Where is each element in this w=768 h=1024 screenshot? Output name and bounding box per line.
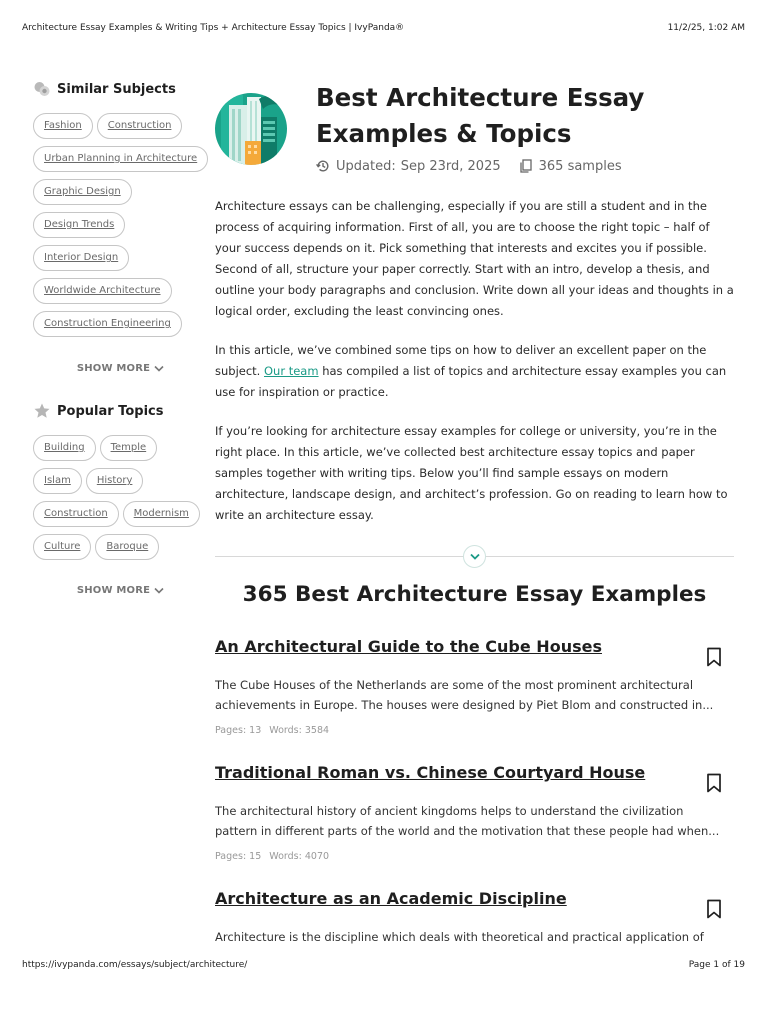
similar-subject-pill[interactable]: Urban Planning in Architecture — [33, 146, 208, 172]
intro-text — [215, 196, 735, 544]
expand-button[interactable] — [463, 545, 486, 568]
popular-topic-pill[interactable]: Baroque — [95, 534, 159, 560]
similar-subjects-heading — [33, 79, 208, 99]
page-meta — [316, 156, 622, 176]
essay-excerpt: Architecture is the discipline which deals with theoretical and practical application of — [215, 930, 704, 944]
popular-topic-pill[interactable]: Temple — [100, 435, 158, 461]
popular-show-more-button[interactable] — [33, 583, 208, 597]
updated-date: Sep 23rd, 2025 — [400, 158, 501, 174]
essay-words: Words: 3584 — [269, 725, 330, 736]
print-footer — [0, 960, 768, 974]
essay-pages: Pages: 13 — [215, 725, 262, 736]
popular-topic-pill[interactable]: Culture — [33, 534, 91, 560]
essay-card — [215, 762, 735, 862]
popular-topic-pill[interactable]: History — [86, 468, 144, 494]
similar-subject-pill[interactable]: Construction Engineering — [33, 311, 182, 337]
similar-subjects-icon — [33, 80, 51, 98]
essay-words: Words: 4070 — [269, 851, 330, 862]
essay-title-link[interactable]: An Architectural Guide to the Cube Houses — [215, 637, 602, 656]
star-icon — [33, 402, 51, 420]
popular-topics-title: Popular Topics — [57, 403, 164, 419]
bookmark-button[interactable] — [703, 898, 725, 920]
intro-text-segment: In this article, we’ve combined some tips on how to deliver an excellent paper on the subject. — [215, 343, 707, 378]
bookmark-icon — [706, 899, 722, 919]
popular-topics-heading — [33, 401, 208, 421]
bookmark-icon — [706, 773, 722, 793]
essay-excerpt: The architectural history of ancient kingdoms helps to understand the civilization pattern in different parts of the world and the motivation that these people had when... — [215, 804, 720, 838]
popular-topic-pill[interactable]: Islam — [33, 468, 82, 494]
similar-subjects-title: Similar Subjects — [57, 81, 176, 97]
popular-topic-pill[interactable]: Modernism — [123, 501, 200, 527]
bookmark-button[interactable] — [703, 772, 725, 794]
similar-subject-pill[interactable]: Worldwide Architecture — [33, 278, 172, 304]
essay-excerpt: The Cube Houses of the Netherlands are some of the most prominent architectural achievements in Europe. The houses were designed by Piet Blom and constructed in... — [215, 678, 714, 712]
essays-section-title: 365 Best Architecture Essay Examples — [242, 582, 707, 607]
our-team-link[interactable]: Our team — [264, 364, 319, 378]
similar-subject-pill[interactable]: Fashion — [33, 113, 93, 139]
popular-show-more-label: SHOW MORE — [76, 584, 151, 596]
popular-topics-list — [33, 435, 208, 567]
chevron-down-icon — [154, 587, 164, 594]
essay-stats — [215, 725, 735, 736]
updated-label: Updated: — [336, 158, 396, 174]
similar-subject-pill[interactable]: Construction — [97, 113, 183, 139]
print-header-date: 11/2/25, 1:02 AM — [667, 23, 745, 33]
print-footer-url: https://ivypanda.com/essays/subject/architecture/ — [22, 960, 248, 970]
similar-subject-pill[interactable]: Graphic Design — [33, 179, 132, 205]
similar-subjects-list — [33, 113, 208, 344]
chevron-down-icon — [154, 365, 164, 372]
similar-show-more-label: SHOW MORE — [76, 362, 151, 374]
page-title: Best Architecture Essay Examples & Topics — [316, 83, 645, 148]
chevron-down-icon — [470, 553, 480, 560]
similar-show-more-button[interactable] — [33, 361, 208, 375]
samples-count: 365 samples — [538, 158, 622, 174]
intro-text-segment: has compiled a list of topics and architecture essay examples you can use for inspiration or practice. — [215, 364, 727, 399]
print-header-title: Architecture Essay Examples & Writing Tips + Architecture Essay Topics | IvyPanda® — [22, 23, 405, 33]
intro-paragraph — [215, 340, 735, 403]
similar-subject-pill[interactable]: Interior Design — [33, 245, 129, 271]
essay-stats — [215, 851, 735, 862]
popular-topic-pill[interactable]: Building — [33, 435, 96, 461]
print-footer-page: Page 1 of 19 — [688, 960, 745, 970]
essay-title-link[interactable]: Traditional Roman vs. Chinese Courtyard House — [215, 763, 646, 782]
sidebar — [33, 79, 208, 597]
similar-subject-pill[interactable]: Design Trends — [33, 212, 125, 238]
essay-title-link[interactable]: Architecture as an Academic Discipline — [215, 889, 567, 908]
intro-paragraph: Architecture essays can be challenging, especially if you are still a student and in the process of acquiring information. First of all, you are to choose the right topic – half of your success depends on it. Pick something that interests and excites you if possible. Second of all, structure your paper correctly. Start with an intro, develop a thesis, and outline your body paragraphs and conclusion. Write down all your ideas and thoughts in a logical order, excluding the least convincing ones. — [215, 199, 734, 318]
architecture-illustration-icon — [215, 93, 287, 165]
intro-paragraph: If you’re looking for architecture essay examples for college or university, you’re in the right place. In this article, we’ve collected best architecture essay topics and paper samples together with writing tips. Below you’ll find sample essays on modern architecture, landscape design, and architect’s profession. Go on reading to learn how to write an architecture essay. — [215, 424, 728, 522]
essay-card — [215, 888, 735, 946]
essay-pages: Pages: 15 — [215, 851, 262, 862]
popular-topic-pill[interactable]: Construction — [33, 501, 119, 527]
updated-icon — [316, 159, 330, 173]
bookmark-icon — [706, 647, 722, 667]
bookmark-button[interactable] — [703, 646, 725, 668]
samples-icon — [519, 159, 533, 173]
essay-card — [215, 636, 735, 736]
